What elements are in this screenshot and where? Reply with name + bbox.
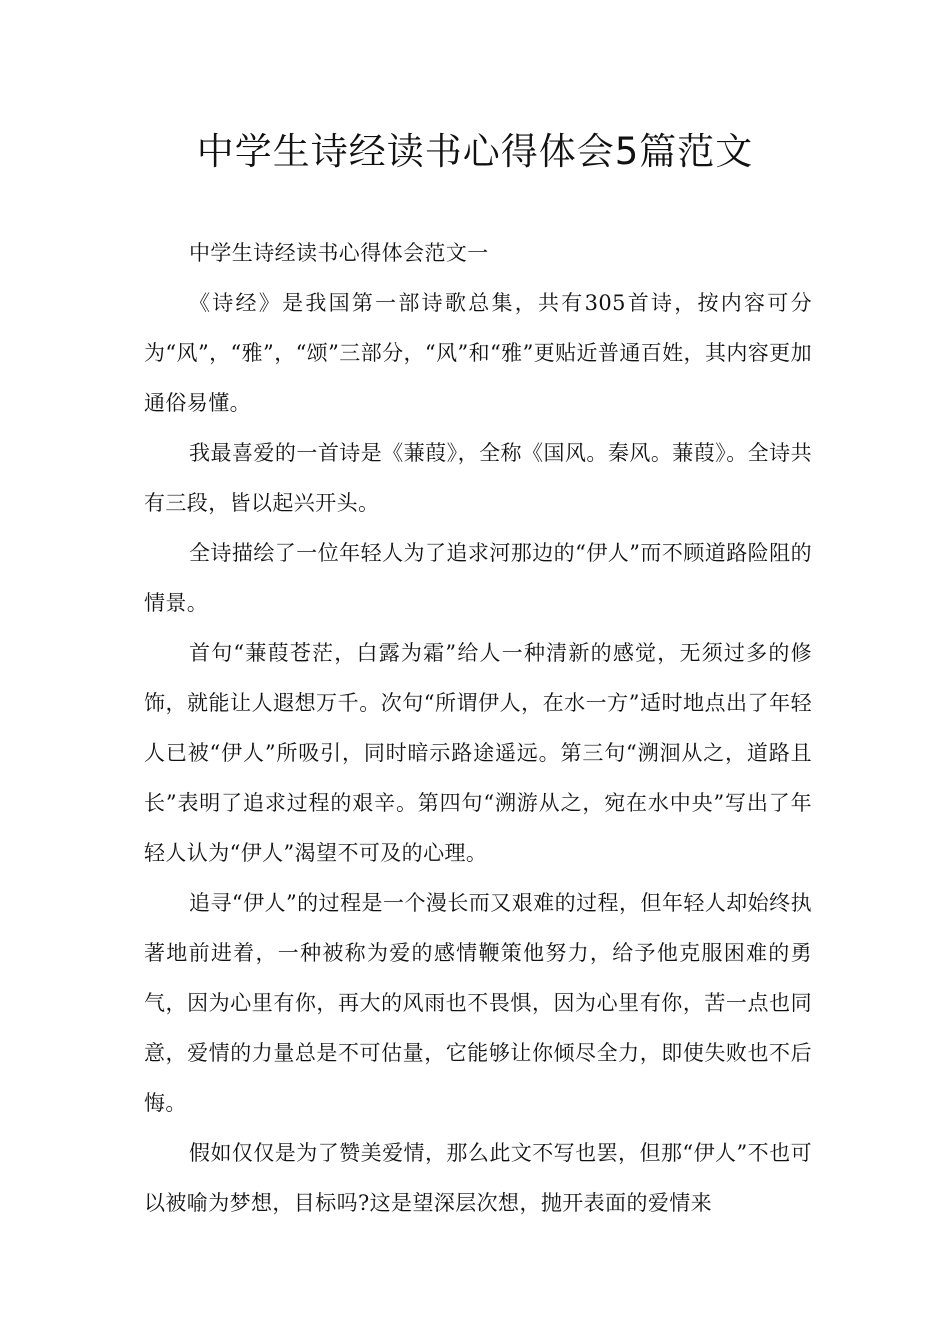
paragraph-subtitle: 中学生诗经读书心得体会范文一 (189, 241, 489, 265)
paragraph: 首句“蒹葭苍茫，白露为霜”给人一种清新的感觉，无须过多的修饰，就能让人遐想万千。次句“所谓伊人，在水一方”适时地点出了年轻人已被“伊人”所吸引，同时暗示路途遥远。第三句“溯洄从之，道路且长”表明了追求过程的艰辛。第四句“溯游从之，宛在水中央”写出了年轻人认为“伊人”渴望不可及的心理。 (144, 641, 812, 865)
paragraph: 追寻“伊人”的过程是一个漫长而又艰难的过程，但年轻人却始终执著地前进着，一种被称为爱的感情鞭策他努力，给予他克服困难的勇气，因为心里有你，再大的风雨也不畏惧，因为心里有你，苦一点也同意，爱情的力量总是不可估量，它能够让你倾尽全力，即使失败也不后悔。 (144, 891, 812, 1115)
document-title: 中学生诗经读书心得体会5篇范文 (196, 130, 754, 173)
paragraph: 我最喜爱的一首诗是《蒹葭》，全称《国风。秦风。蒹葭》。全诗共有三段，皆以起兴开头。 (144, 441, 812, 515)
document-body (144, 228, 812, 1228)
paragraph: 全诗描绘了一位年轻人为了追求河那边的“伊人”而不顾道路险阻的情景。 (144, 541, 812, 615)
paragraph: 《诗经》是我国第一部诗歌总集，共有305首诗，按内容可分为“风”，“雅”，“颂”三部分，“风”和“雅”更贴近普通百姓，其内容更加通俗易懂。 (144, 291, 812, 415)
paragraph: 假如仅仅是为了赞美爱情，那么此文不写也罢，但那“伊人”不也可以被喻为梦想，目标吗?这是望深层次想，抛开表面的爱情来 (144, 1141, 812, 1215)
